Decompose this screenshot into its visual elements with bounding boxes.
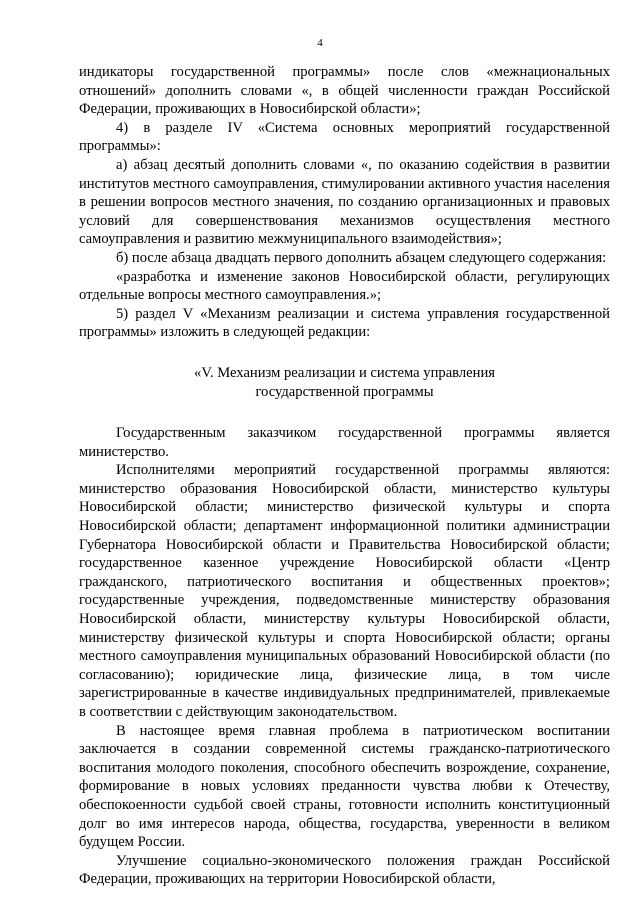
paragraph: Улучшение социально-экономического положения граждан Российской Федерации, проживающих на территории Новосибирской области,	[79, 852, 610, 888]
paragraph: Исполнителями мероприятий государственной программы являются: министерство образования Новосибирской области, министерство культуры Новосибирской области; министерство физической культуры и спорта Новосибирской области; департамент информационной политики администрации Губернатора Новосибирской области и Правительства Новосибирской области; государственное казенное учреждение Новосибирской области «Центр гражданского, патриотического воспитания и общественных проектов»; государственные учреждения, подведомственные министерству образования Новосибирской области, министерству культуры Новосибирской области, министерству физической культуры и спорта Новосибирской области; органы местного самоуправления муниципальных образований Новосибирской области (по согласованию); юридические лица, физические лица, в том числе зарегистрированные в качестве индивидуальных предпринимателей, привлекаемые в соответствии с действующим законодательством.	[79, 462, 610, 720]
paragraph: 4) в разделе IV «Система основных мероприятий государственной программы»:	[79, 119, 610, 155]
paragraph: Государственным заказчиком государственной программы является министерство.	[79, 425, 610, 460]
paragraph: индикаторы государственной программы» после слов «межнациональных отношений» дополнить словами «, в общей численности граждан Российской Федерации, проживающих в Новосибирской области»;	[79, 64, 610, 118]
paragraph: «разработка и изменение законов Новосибирской области, регулирующих отдельные вопросы местного самоуправления.»;	[79, 268, 610, 304]
page-number: 4	[317, 37, 323, 49]
section-heading	[79, 364, 610, 401]
paragraph: 5) раздел V «Механизм реализации и система управления государственной программы» изложить в следующей редакции:	[79, 305, 610, 341]
paragraph: В настоящее время главная проблема в патриотическом воспитании заключается в создании современной системы гражданско-патриотического воспитания молодого поколения, способного обеспечить возрождение, сохранение, формирование в новых условиях преданности чувства любви к Отечеству, обеспокоенности судьбой своей страны, готовности исполнить конституционный долг во имя интересов народа, общества, государства, уверенности в великом будущем России.	[79, 722, 610, 851]
paragraph: б) после абзаца двадцать первого дополнить абзацем следующего содержания:	[116, 249, 607, 266]
section-heading-line: государственной программы	[255, 383, 434, 400]
document-body	[79, 63, 610, 889]
amendments-block	[79, 63, 610, 342]
section-body	[79, 424, 610, 889]
paragraph: а) абзац десятый дополнить словами «, по оказанию содействия в развитии институтов местного самоуправления, стимулировании активного участия населения в решении вопросов местного значения, по созданию организационных и правовых условий для совершенствования механизмов осуществления местного самоуправления и развитию межмуниципального взаимодействия»;	[79, 156, 610, 248]
section-heading-line: «V. Механизм реализации и система управления	[194, 364, 495, 381]
